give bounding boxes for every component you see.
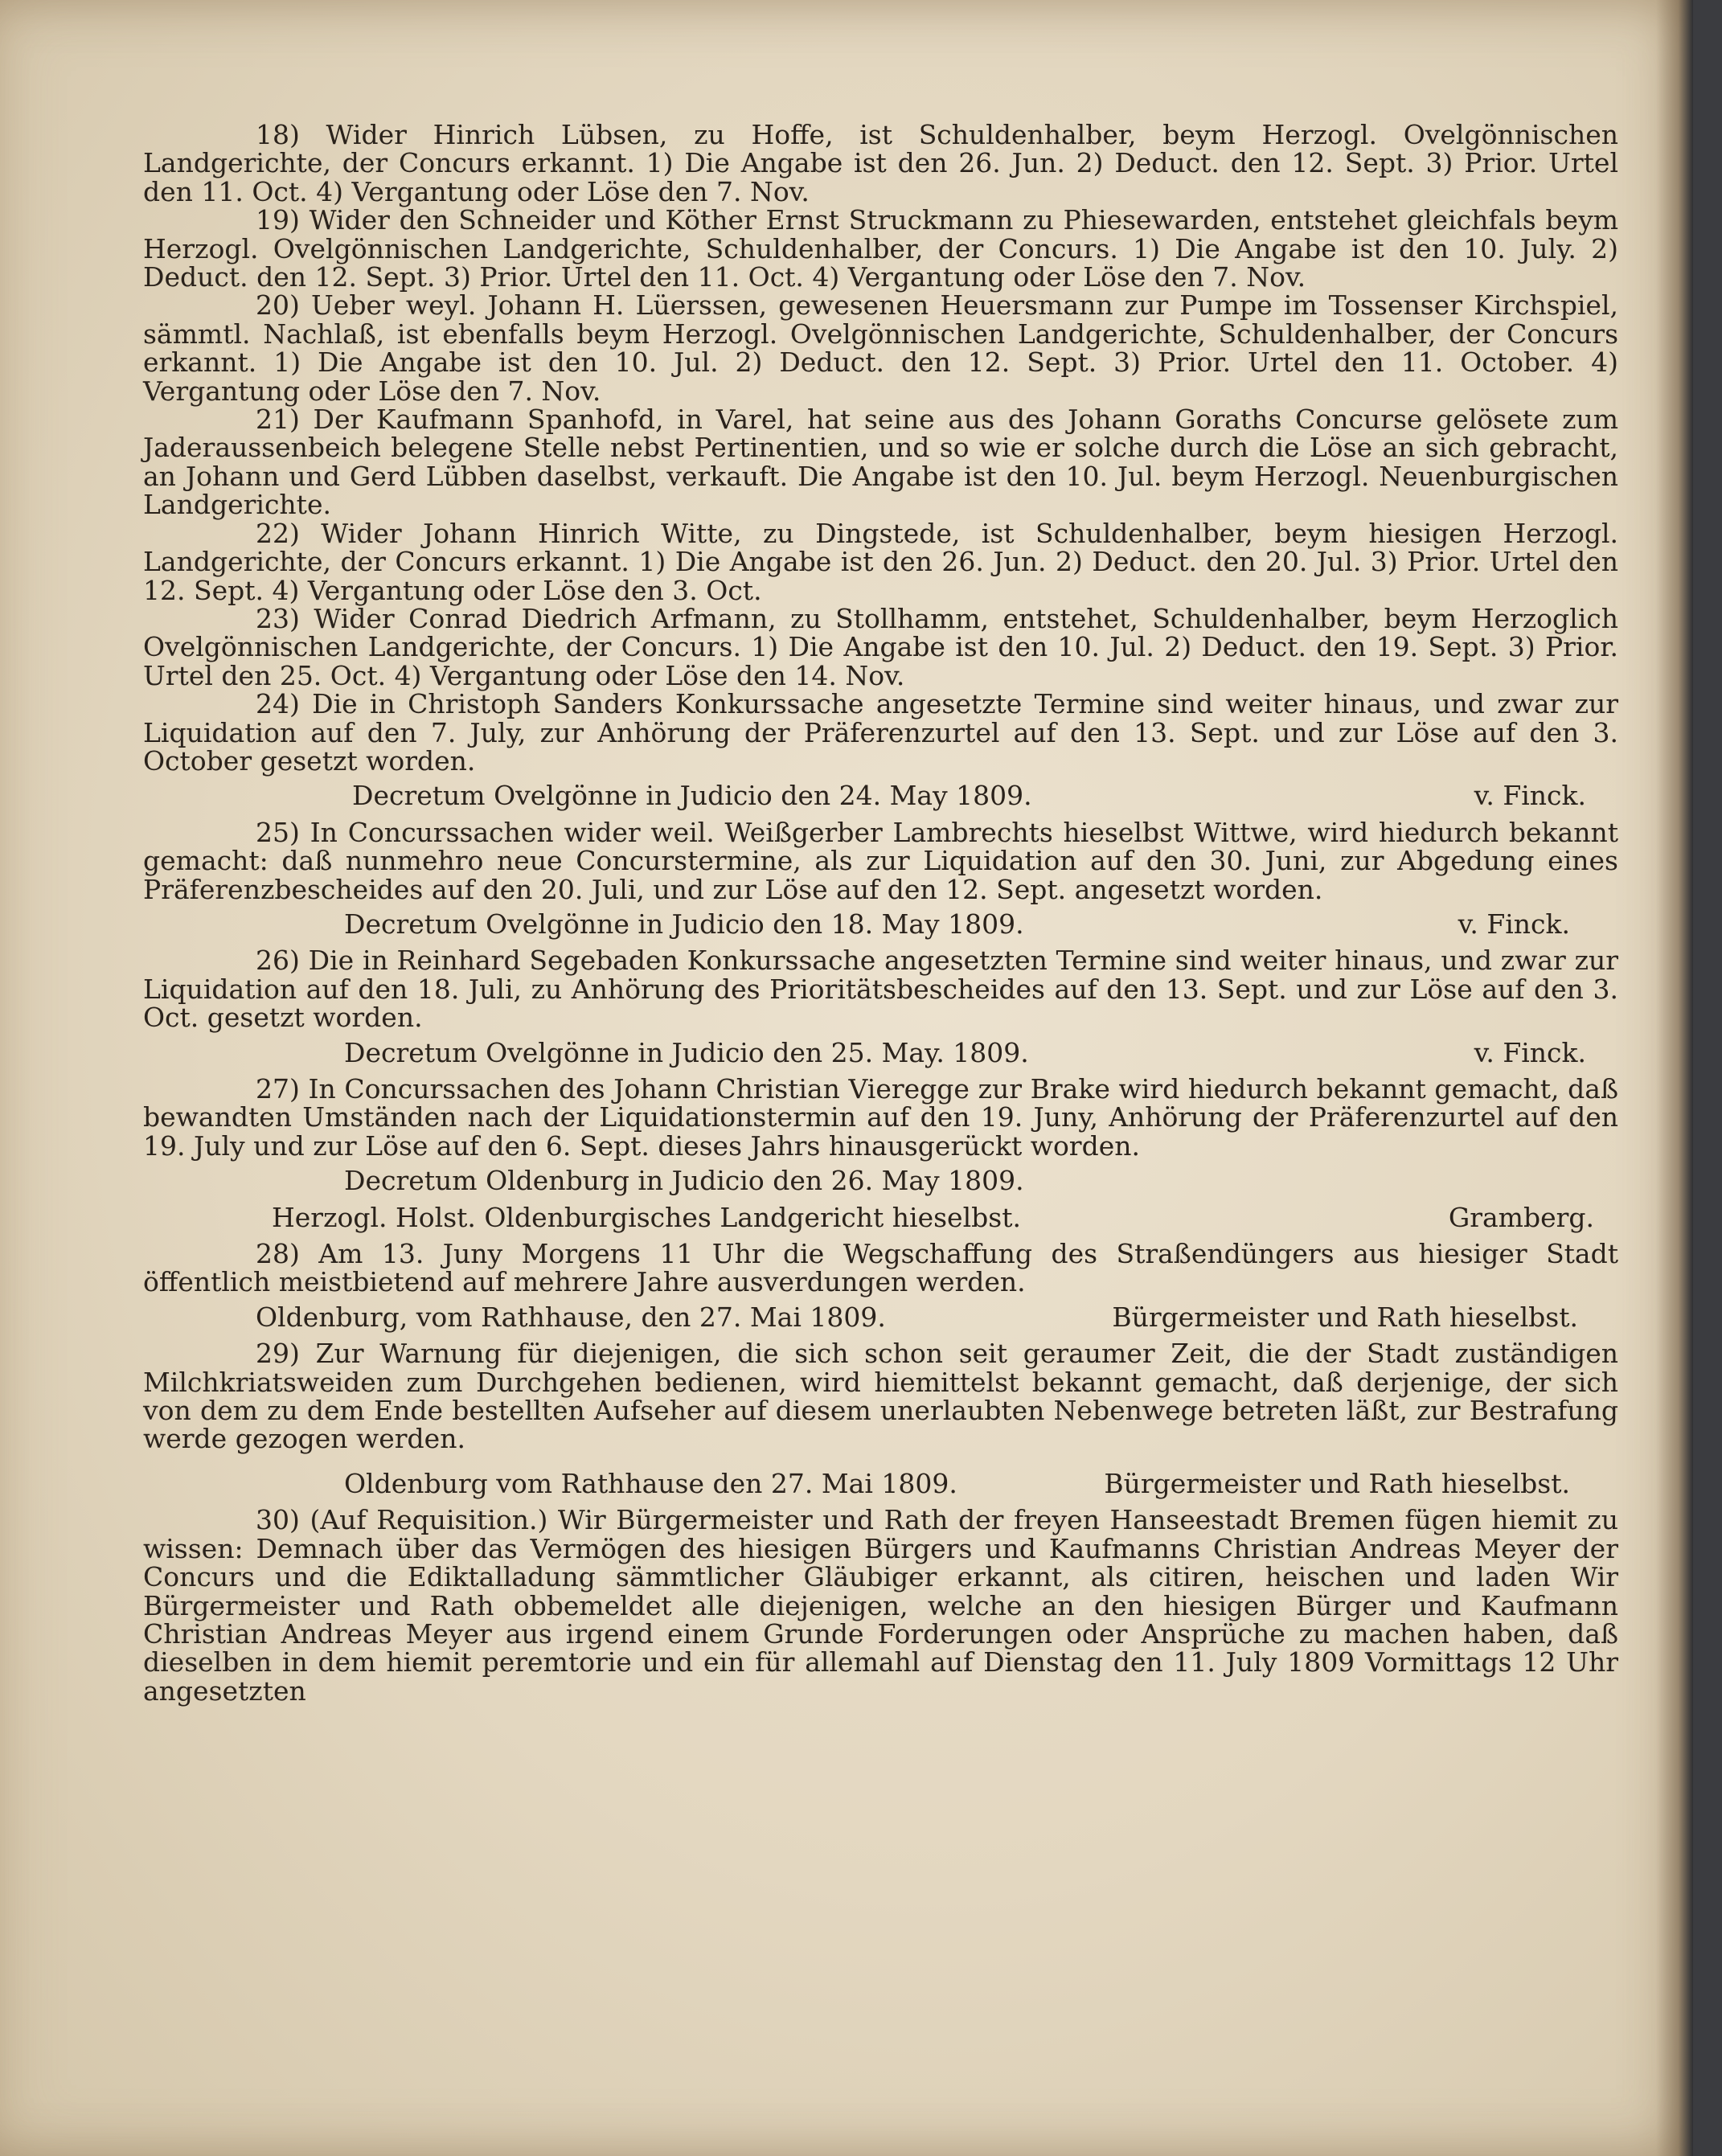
decree-28-signature: Bürgermeister und Rath hieselbst. — [1112, 1301, 1578, 1333]
entry-19: 19) Wider den Schneider und Köther Ernst Struckmann zu Phiesewarden, entstehet gleichfals beym Herzogl. Ovelgönnischen Landgerichte, Schuldenhalber, der Concurs. 1) Die Angabe ist den 10. July. 2) Deduct. den 12. Sept. 3) Prior. Urtel den 11. Oct. 4) Vergantung oder Löse den 7. Nov. — [143, 204, 1618, 293]
entry-20: 20) Ueber weyl. Johann H. Lüerssen, gewesenen Heuersmann zur Pumpe im Tossenser Kirchspiel, sämmtl. Nachlaß, ist ebenfalls beym Herzogl. Ovelgönnischen Landgerichte, Schuldenhalber, der Concurs erkannt. 1) Die Angabe ist den 10. Jul. 2) Deduct. den 12. Sept. 3) Prior. Urtel den 11. October. 4) Vergantung oder Löse den 7. Nov. — [143, 289, 1618, 407]
decree-25 — [143, 910, 1618, 938]
decree-25-signature: v. Finck. — [1458, 908, 1570, 940]
decree-24-signature: v. Finck. — [1474, 780, 1586, 812]
decree-27 — [143, 1166, 1618, 1195]
decree-26 — [143, 1036, 1618, 1068]
entry-23: 23) Wider Conrad Diedrich Arfmann, zu Stollhamm, entstehet, Schuldenhalber, beym Herzoglich Ovelgönnischen Landgerichte, der Concurs. 1) Die Angabe ist den 10. Jul. 2) Deduct. den 19. Sept. 3) Prior. Urtel den 25. Oct. 4) Vergantung oder Löse den 14. Nov. — [143, 602, 1618, 691]
entry-28: 28) Am 13. Juny Morgens 11 Uhr die Wegschaffung des Straßendüngers aus hiesiger Stadt öffentlich meistbietend auf mehrere Jahre ausverdungen werden. — [143, 1238, 1618, 1298]
entry-30: 30) (Auf Requisition.) Wir Bürgermeister und Rath der freyen Hanseestadt Bremen fügen hiemit zu wissen: Demnach über das Vermögen des hiesigen Bürgers und Kaufmanns Christian Andreas Meyer der Concurs und die Ediktalladung sämmtlicher Gläubiger erkannt, als citiren, heischen und laden Wir Bürgermeister und Rath obbemeldet alle diejenigen, welche an den hiesigen Bürger und Kaufmann Christian Andreas Meyer aus irgend einem Grunde Forderungen oder Ansprüche zu machen haben, daß dieselben in dem hiemit peremtorie und ein für allemahl auf Dienstag den 11. July 1809 Vormittags 12 Uhr angesetzten — [143, 1504, 1618, 1707]
entry-21: 21) Der Kaufmann Spanhofd, in Varel, hat seine aus des Johann Goraths Concurse gelösete zum Jaderaussenbeich belegene Stelle nebst Pertinentien, und so wie er solche durch die Löse an sich gebracht, an Johann und Gerd Lübben daselbst, verkauft. Die Angabe ist den 10. Jul. beym Herzogl. Neuenburgischen Landgerichte. — [143, 404, 1618, 521]
entry-25: 25) In Concurssachen wider weil. Weißgerber Lambrechts hieselbst Wittwe, wird hiedurch bekannt gemacht: daß nunmehro neue Concurstermine, als zur Liquidation auf den 30. Juni, zur Abgedung eines Präferenzbescheides auf den 20. Juli, und zur Löse auf den 12. Sept. angesetzt worden. — [143, 816, 1618, 905]
court-name: Herzogl. Holst. Oldenburgisches Landgericht hieselbst. — [272, 1201, 1021, 1233]
decree-25-place-date: Decretum Ovelgönne in Judicio den 18. May 1809. — [344, 908, 1024, 940]
entry-29: 29) Zur Warnung für diejenigen, die sich schon seit geraumer Zeit, die der Stadt zuständigen Milchkriatsweiden zum Durchgehen bedienen, wird hiemittelst bekannt gemacht, daß derjenige, der sich von dem zu dem Ende bestellten Aufseher auf diesem unerlaubten Nebenwege betreten läßt, zur Bestrafung werde gezogen werden. — [143, 1338, 1618, 1455]
decree-24-place-date: Decretum Ovelgönne in Judicio den 24. May 1809. — [352, 780, 1032, 812]
court-signature: Gramberg. — [1448, 1201, 1594, 1233]
decree-28 — [143, 1303, 1618, 1331]
court-signature-27 — [143, 1203, 1618, 1232]
document-text — [143, 121, 1618, 1705]
decree-29-signature: Bürgermeister und Rath hieselbst. — [1104, 1467, 1570, 1499]
decree-27-place-date: Decretum Oldenburg in Judicio den 26. May 1809. — [344, 1165, 1024, 1197]
entry-24: 24) Die in Christoph Sanders Konkurssache angesetzte Termine sind weiter hinaus, und zwar zur Liquidation auf den 7. July, zur Anhörung der Präferenzurtel auf den 13. Sept. und zur Löse auf den 3. October gesetzt worden. — [143, 688, 1618, 777]
entry-27: 27) In Concurssachen des Johann Christian Vieregge zur Brake wird hiedurch bekannt gemacht, daß bewandten Umständen nach der Liquidationstermin auf den 19. Juny, Anhörung der Präferenzurtel auf den 19. July und zur Löse auf den 6. Sept. dieses Jahrs hinausgerückt worden. — [143, 1073, 1618, 1162]
decree-28-place-date: Oldenburg, vom Rathhause, den 27. Mai 1809. — [256, 1301, 886, 1333]
decree-24 — [143, 781, 1618, 810]
page-edge-shadow — [1656, 0, 1693, 2156]
decree-26-place-date: Decretum Ovelgönne in Judicio den 25. May. 1809. — [344, 1036, 1029, 1068]
decree-26-signature: v. Finck. — [1474, 1036, 1586, 1068]
entry-18: 18) Wider Hinrich Lübsen, zu Hoffe, ist Schuldenhalber, beym Herzogl. Ovelgönnischen Landgerichte, der Concurs erkannt. 1) Die Angabe ist den 26. Jun. 2) Deduct. den 12. Sept. 3) Prior. Urtel den 11. Oct. 4) Vergantung oder Löse den 7. Nov. — [143, 119, 1618, 207]
decree-29-place-date: Oldenburg vom Rathhause den 27. Mai 1809. — [344, 1467, 957, 1499]
entry-22: 22) Wider Johann Hinrich Witte, zu Dingstede, ist Schuldenhalber, beym hiesigen Herzogl. Landgerichte, der Concurs erkannt. 1) Die Angabe ist den 26. Jun. 2) Deduct. den 20. Jul. 3) Prior. Urtel den 12. Sept. 4) Vergantung oder Löse den 3. Oct. — [143, 517, 1618, 606]
entry-26: 26) Die in Reinhard Segebaden Konkurssache angesetzten Termine sind weiter hinaus, und zwar zur Liquidation auf den 18. Juli, zu Anhörung des Prioritätsbescheides auf den 13. Sept. und zur Löse auf den 3. Oct. gesetzt worden. — [143, 945, 1618, 1034]
decree-29 — [143, 1469, 1618, 1498]
